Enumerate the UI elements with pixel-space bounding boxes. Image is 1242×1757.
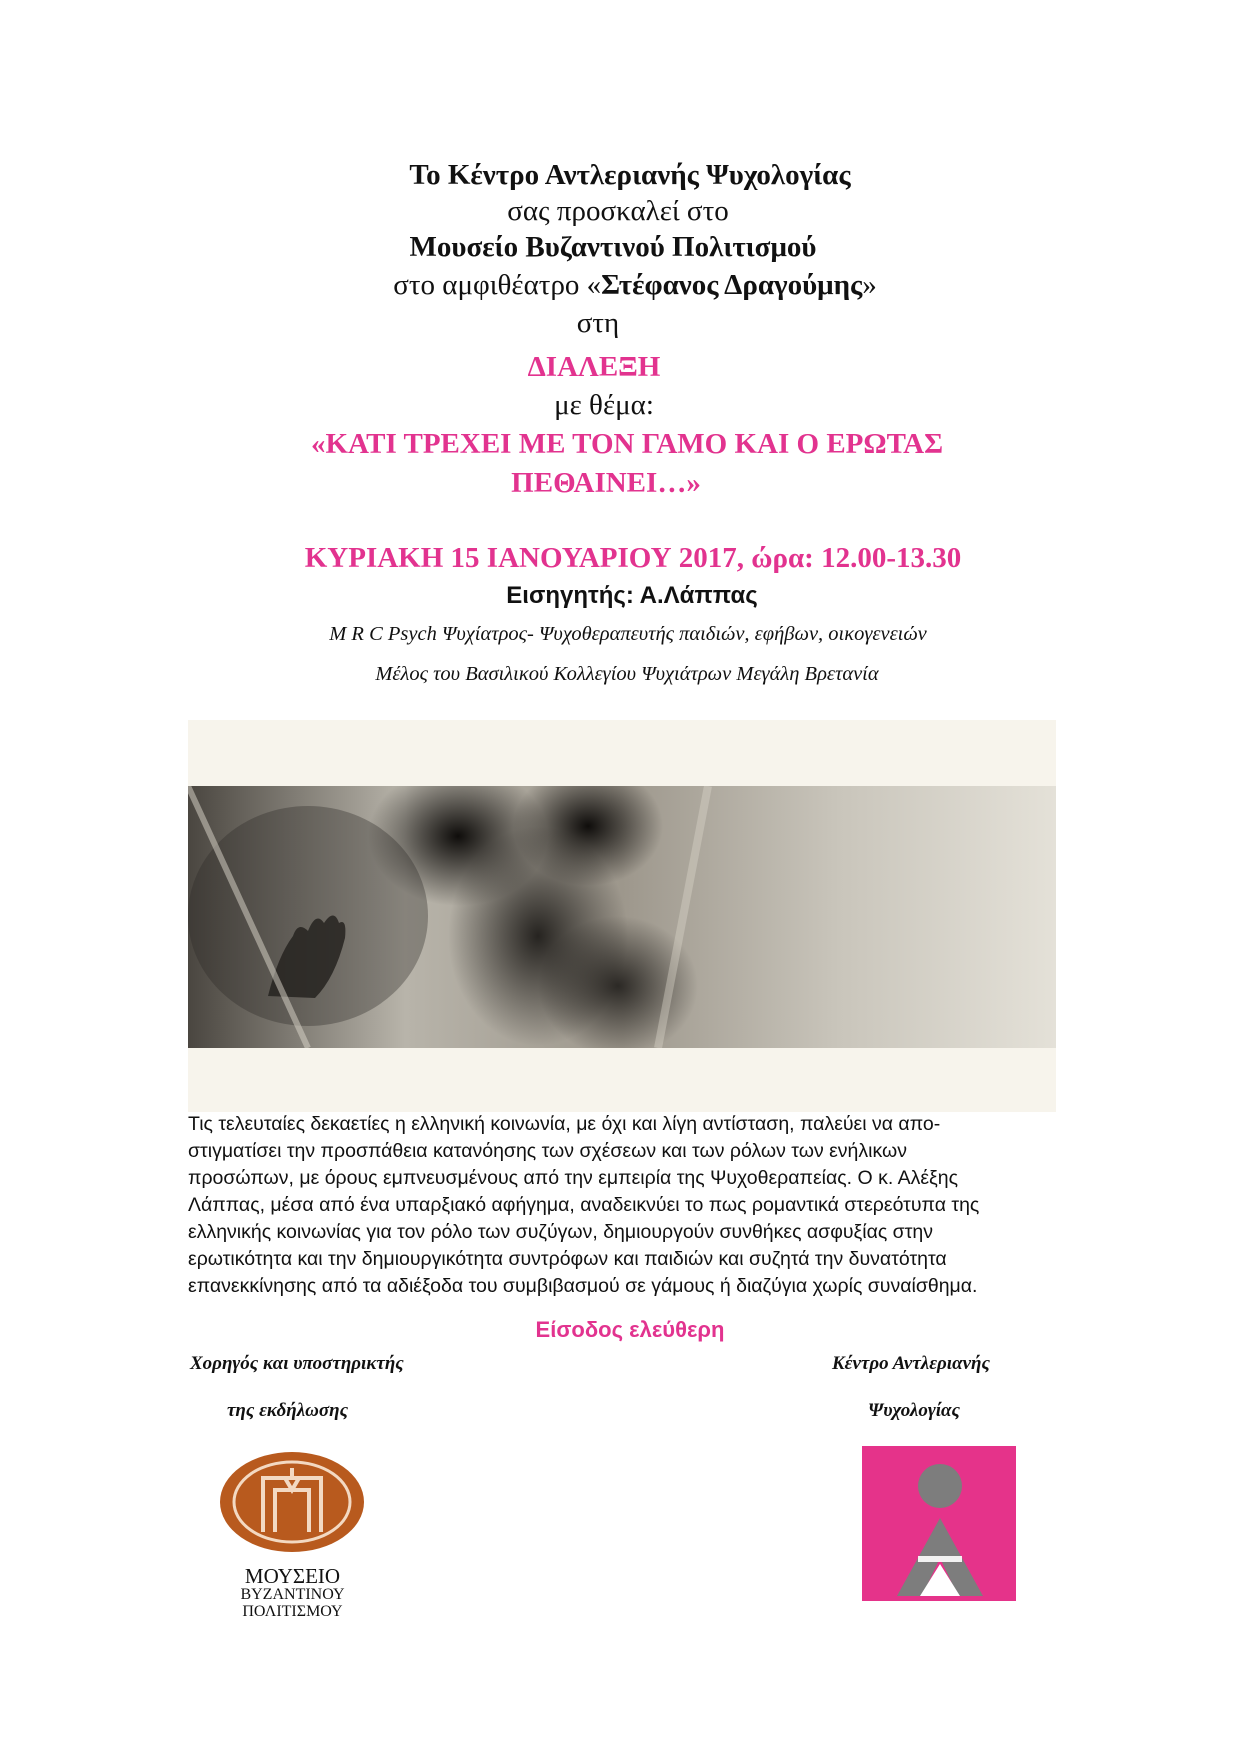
invite-line: σας προσκαλεί στο xyxy=(507,195,729,227)
museum-emblem-icon xyxy=(215,1450,370,1555)
sponsor-left-line2: της εκδήλωσης xyxy=(227,1400,349,1421)
speaker-credentials-1: M R C Psych Ψυχίατρος- Ψυχοθεραπευτής παιδιών, εφήβων, οικογενειών xyxy=(329,623,927,645)
topic-label: με θέμα: xyxy=(554,389,654,421)
description-line: στιγματίσει την προσπάθεια κατανόησης των σχέσεων και των ρόλων των ενήλικων xyxy=(188,1140,907,1162)
adler-logo xyxy=(862,1446,1016,1601)
organizer-line: Το Κέντρο Αντλεριανής Ψυχολογίας xyxy=(409,159,851,191)
description-line: Τις τελευταίες δεκαετίες η ελληνική κοινωνία, με όχι και λίγη αντίσταση, παλεύει να απο- xyxy=(188,1113,941,1135)
event-datetime: ΚΥΡΙΑΚΗ 15 ΙΑΝΟΥΑΡΙΟΥ 2017, ώρα: 12.00-13.30 xyxy=(304,542,962,574)
sti-line: στη xyxy=(576,307,620,339)
speaker-credentials-2: Μέλος του Βασιλικού Κολλεγίου Ψυχιάτρων Μεγάλη Βρετανία xyxy=(375,663,879,685)
amphitheater-line xyxy=(393,267,877,303)
description-line: Λάππας, μέσα από ένα υπαρξιακό αφήγημα, αναδεικνύει το πως ρομαντικά στερεότυπα της xyxy=(188,1194,980,1216)
event-photo-frame xyxy=(188,720,1056,1112)
description-line: προσώπων, με όρους εμπνευσμένους από την εμπειρία της Ψυχοθεραπείας. Ο κ. Αλέξης xyxy=(188,1167,959,1189)
venue-line: Μουσείο Βυζαντινού Πολιτισμού xyxy=(409,231,817,263)
sponsor-right-line1: Κέντρο Αντλεριανής xyxy=(832,1353,990,1374)
description-line: ερωτικότητα και την δημιουργικότητα συντρόφων και παιδιών και συζητά την δυνατότητα xyxy=(188,1248,947,1270)
speaker-line: Εισηγητής: Α.Λάππας xyxy=(506,582,758,609)
amphitheater-name: Στέφανος Δραγούμης xyxy=(601,269,863,301)
description-line: επανεκκίνησης από τα αδιέξοδα του συμβιβασμού σε γάμους ή διαζύγια χωρίς συναίσθημα. xyxy=(188,1275,978,1297)
event-photo xyxy=(188,786,1056,1048)
amphitheater-prefix: στο αμφιθέατρο « xyxy=(393,269,602,301)
museum-logo xyxy=(215,1450,370,1620)
lecture-title-line1: «ΚΑΤΙ ΤΡΕΧΕΙ ΜΕ ΤΟΝ ΓΑΜΟ ΚΑΙ Ο ΕΡΩΤΑΣ xyxy=(310,428,944,460)
lecture-heading: ΔΙΑΛΕΞΗ xyxy=(527,351,661,383)
museum-logo-text3: ΠΟΛΙΤΙΣΜΟΥ xyxy=(242,1603,343,1620)
description-line: ελληνικής κοινωνίας για τον ρόλο των συζύγων, δημιουργούν συνθήκες ασφυξίας στην xyxy=(188,1221,933,1243)
amphitheater-suffix: » xyxy=(862,269,877,301)
sponsor-left-line1: Χορηγός και υποστηρικτής xyxy=(190,1353,404,1374)
lecture-title-line2: ΠΕΘΑΙΝΕΙ…» xyxy=(511,467,701,499)
museum-logo-text1: ΜΟΥΣΕΙΟ xyxy=(244,1564,341,1588)
museum-logo-text2: ΒΥΖΑΝΤΙΝΟΥ xyxy=(240,1586,345,1603)
description-paragraph xyxy=(188,1111,1056,1300)
adler-figure-icon xyxy=(862,1446,1016,1601)
sponsor-right-line2: Ψυχολογίας xyxy=(868,1400,961,1421)
free-entry-label: Είσοδος ελεύθερη xyxy=(535,1317,725,1342)
